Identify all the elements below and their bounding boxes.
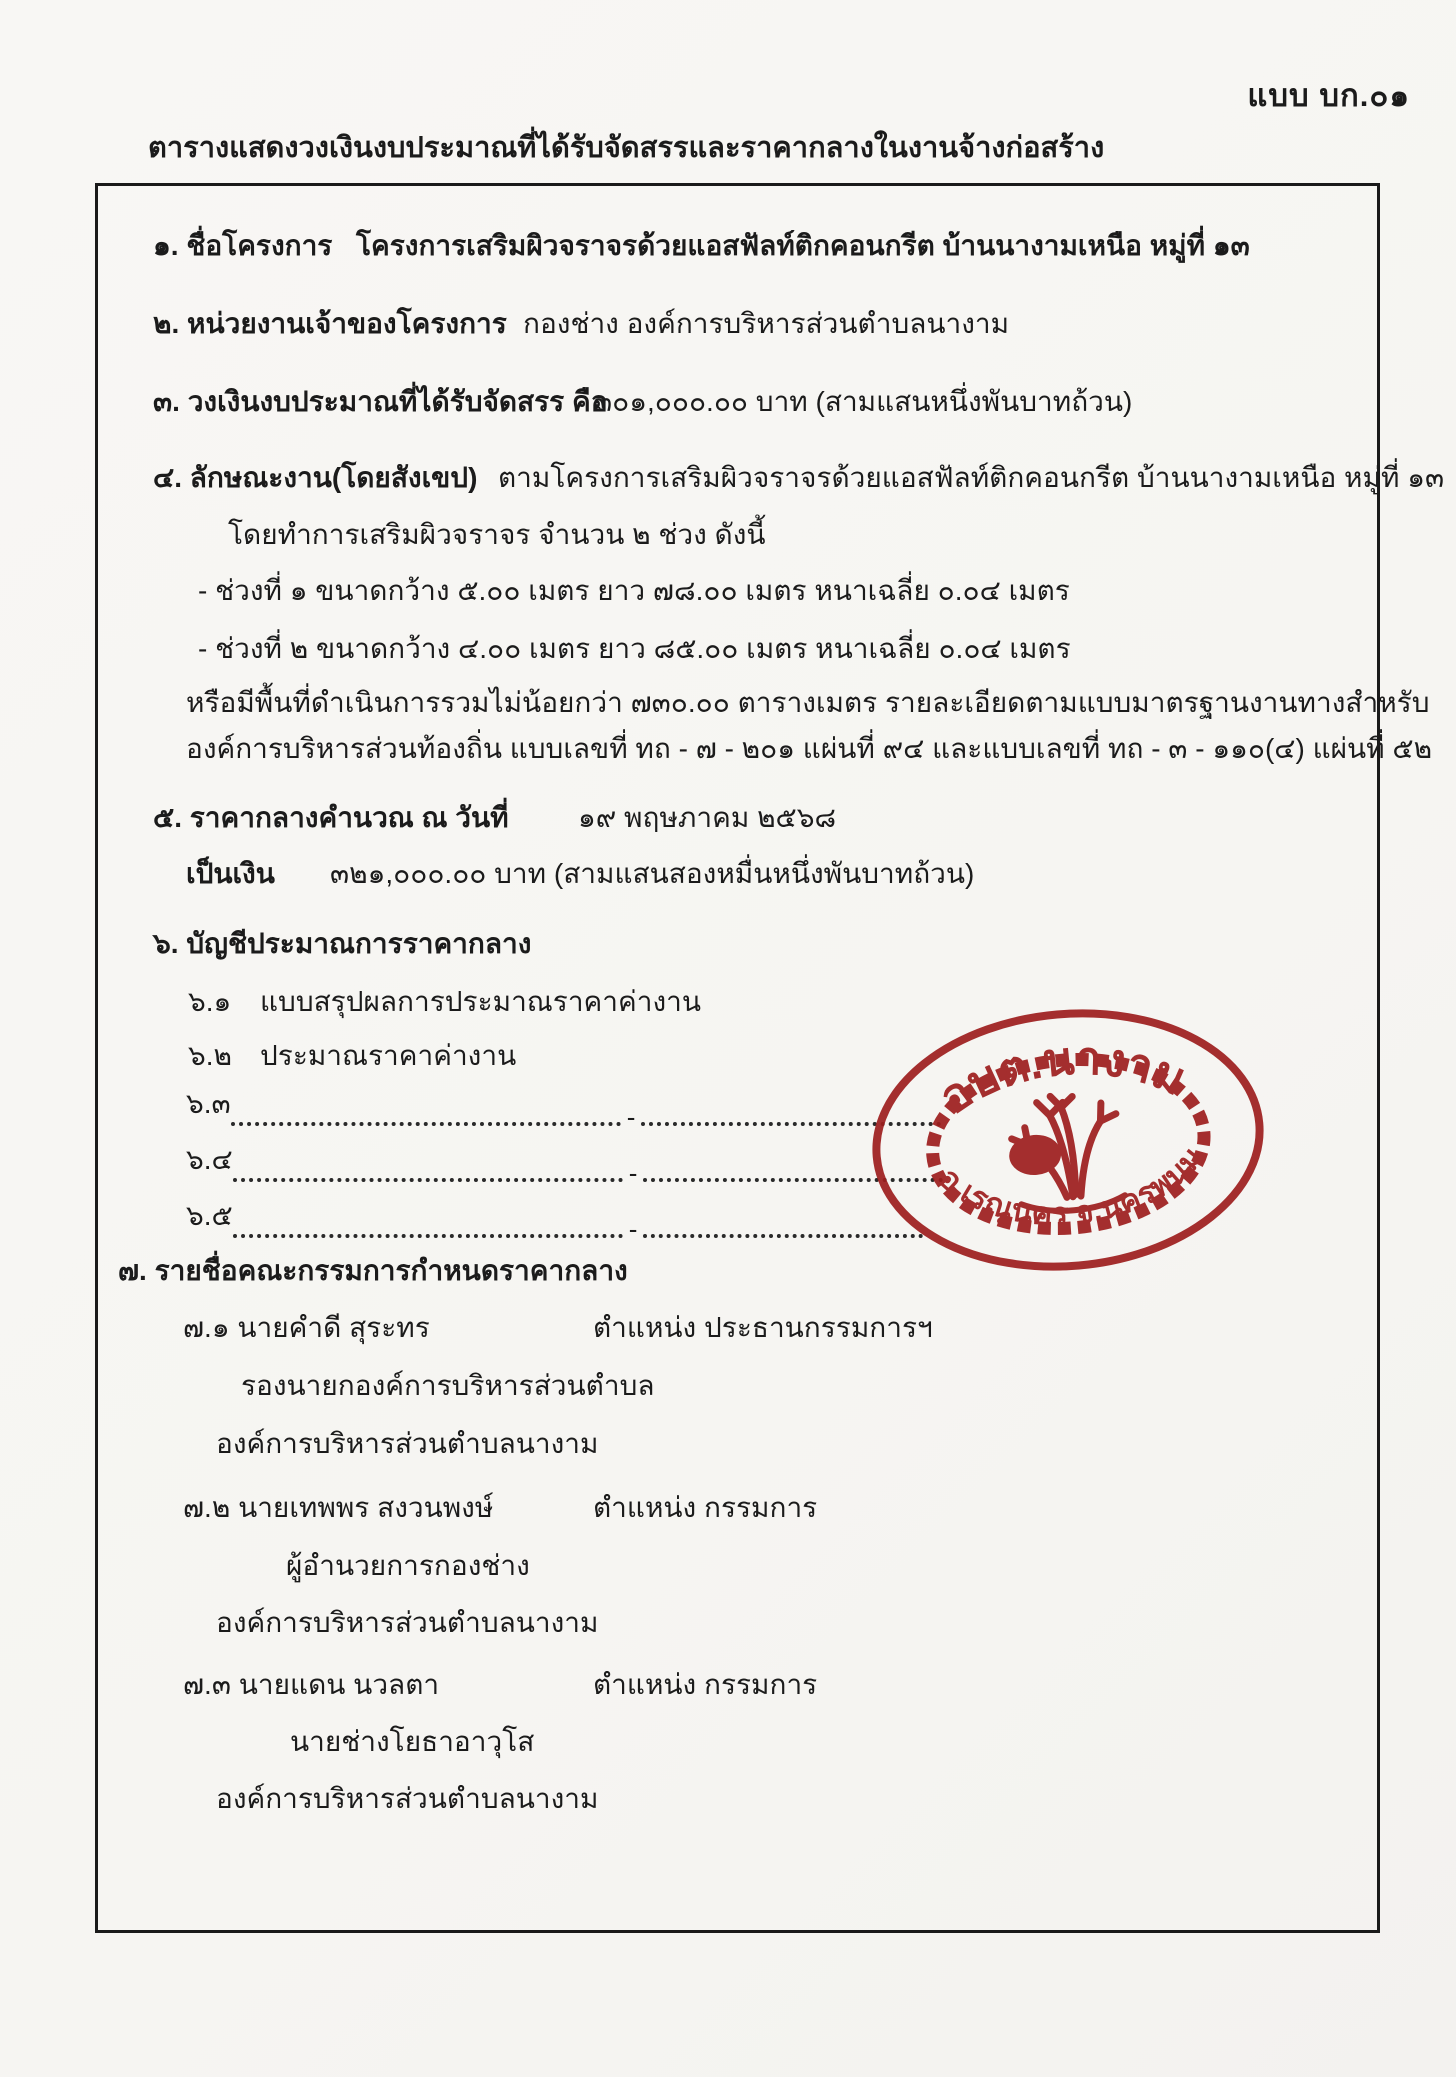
item2-value: กองช่าง องค์การบริหารส่วนตำบลนางาม xyxy=(523,308,1010,339)
item3-label: ๓. วงเงินงบประมาณที่ได้รับจัดสรร คือ xyxy=(153,386,608,417)
committee-member-3-title: นายช่างโยธาอาวุโส xyxy=(290,1726,535,1757)
item6-sub3-num: ๖.๓ xyxy=(186,1088,231,1119)
item1-value: โครงการเสริมผิวจราจรด้วยแอสฟัลท์ติกคอนกรีต บ้านนางามเหนือ หมู่ที่ ๑๓ xyxy=(356,230,1250,261)
item5-amount-value: ๓๒๑,๐๐๐.๐๐ บาท (สามแสนสองหมื่นหนึ่งพันบาทถ้วน) xyxy=(330,858,975,889)
form-code: แบบ บก.๐๑ xyxy=(1247,78,1410,113)
item3-value: ๓๐๑,๐๐๐.๐๐ บาท (สามแสนหนึ่งพันบาทถ้วน) xyxy=(593,386,1133,417)
dotted-leader xyxy=(231,1100,621,1126)
item7-label: ๗. รายชื่อคณะกรรมการกำหนดราคากลาง xyxy=(118,1255,628,1286)
item4-note-line1: หรือมีพื้นที่ดำเนินการรวมไม่น้อยกว่า ๗๓๐.๐๐ ตารางเมตร รายละเอียดตามแบบมาตรฐานงานทางสำหรับ xyxy=(186,687,1430,718)
stamp-graphic xyxy=(855,985,1282,1295)
item4-label: ๔. ลักษณะงาน(โดยสังเขป) xyxy=(153,462,478,493)
leader-dash: - xyxy=(626,1102,636,1132)
item6-sub4-blank-line xyxy=(186,1138,943,1188)
item4-span1: - ช่วงที่ ๑ ขนาดกว้าง ๕.๐๐ เมตร ยาว ๗๘.๐๐ เมตร หนาเฉลี่ย ๐.๐๔ เมตร xyxy=(198,575,1070,606)
committee-member-1-org: องค์การบริหารส่วนตำบลนางาม xyxy=(216,1428,599,1459)
item4-note-line2: องค์การบริหารส่วนท้องถิ่น แบบเลขที่ ทถ - ๗ - ๒๐๑ แผ่นที่ ๙๔ และแบบเลขที่ ทถ - ๓ - ๑๑๐(๔) แผ่นที่ ๕๒ xyxy=(186,733,1433,764)
stamp-bottom-text: อ.เรณูนคร จ.นครพนม xyxy=(932,1140,1210,1232)
committee-member-1-title: รองนายกองค์การบริหารส่วนตำบล xyxy=(241,1370,655,1401)
committee-member-3-org: องค์การบริหารส่วนตำบลนางาม xyxy=(216,1783,599,1814)
item5-date-value: ๑๙ พฤษภาคม ๒๕๖๘ xyxy=(578,802,837,833)
item6-sub5-num: ๖.๕ xyxy=(186,1200,233,1231)
item6-sub2-num: ๖.๒ xyxy=(188,1040,233,1071)
committee-member-2-title: ผู้อำนวยการกองช่าง xyxy=(286,1550,530,1581)
item6-label: ๖. บัญชีประมาณการราคากลาง xyxy=(153,928,532,959)
committee-member-2-position: ตำแหน่ง กรรมการ xyxy=(593,1492,818,1523)
stamp-top-text: อบต.นางาม xyxy=(929,1031,1194,1124)
item6-sub3-blank-line xyxy=(186,1082,941,1132)
content-border-box xyxy=(95,183,1445,1933)
dotted-leader xyxy=(233,1212,623,1238)
item6-sub2-text: ประมาณราคาค่างาน xyxy=(260,1040,517,1071)
item1-label: ๑. ชื่อโครงการ xyxy=(153,230,333,261)
committee-member-1-position: ตำแหน่ง ประธานกรรมการฯ xyxy=(593,1312,933,1343)
leader-dash: - xyxy=(628,1158,638,1188)
organization-stamp xyxy=(855,985,1282,1295)
item2-label: ๒. หน่วยงานเจ้าของโครงการ xyxy=(153,308,507,339)
item6-sub5-blank-line xyxy=(186,1194,923,1244)
committee-member-2-name: ๗.๒ นายเทพพร สงวนพงษ์ xyxy=(183,1492,494,1523)
dotted-leader xyxy=(233,1156,623,1182)
leader-dash: - xyxy=(628,1214,638,1244)
item6-sub1-text: แบบสรุปผลการประมาณราคาค่างาน xyxy=(260,986,701,1017)
committee-member-2-org: องค์การบริหารส่วนตำบลนางาม xyxy=(216,1607,599,1638)
item5-label: ๕. ราคากลางคำนวณ ณ วันที่ xyxy=(153,802,509,833)
committee-member-3-name: ๗.๓ นายแดน นวลตา xyxy=(183,1669,440,1700)
page-title: ตารางแสดงวงเงินงบประมาณที่ได้รับจัดสรรและราคากลางในงานจ้างก่อสร้าง xyxy=(148,132,1105,164)
committee-member-3-position: ตำแหน่ง กรรมการ xyxy=(593,1669,818,1700)
item6-sub1-num: ๖.๑ xyxy=(188,986,232,1017)
item5-amount-label: เป็นเงิน xyxy=(186,858,275,889)
item4-line2: โดยทำการเสริมผิวจราจร จำนวน ๒ ช่วง ดังนี้ xyxy=(228,519,766,550)
item4-value: ตามโครงการเสริมผิวจราจรด้วยแอสฟัลท์ติกคอนกรีต บ้านนางามเหนือ หมู่ที่ ๑๓ xyxy=(498,462,1445,493)
item6-sub4-num: ๖.๔ xyxy=(186,1144,233,1175)
committee-member-1-name: ๗.๑ นายคำดี สุระทร xyxy=(183,1312,430,1343)
item4-span2: - ช่วงที่ ๒ ขนาดกว้าง ๔.๐๐ เมตร ยาว ๘๕.๐๐ เมตร หนาเฉลี่ย ๐.๐๔ เมตร xyxy=(198,633,1071,664)
